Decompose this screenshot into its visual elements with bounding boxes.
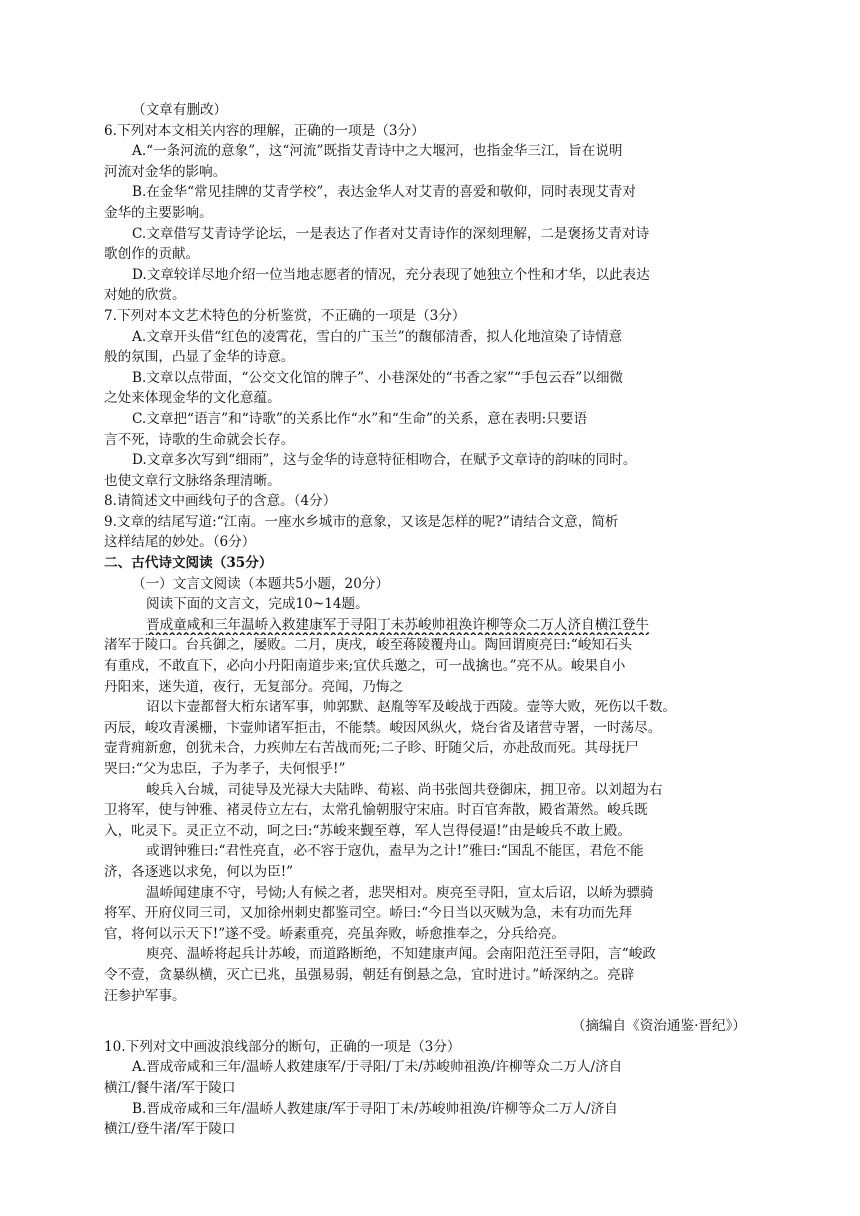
text-line: 这样结尾的妙处。（6分） bbox=[104, 534, 256, 551]
text-line: 7.下列对本文艺术特色的分析鉴赏，不正确的一项是（3分） bbox=[104, 307, 466, 324]
text-line: 9.文章的结尾写道:“江南。一座水乡城市的意象，又该是怎样的呢?”请结合文意，简析 bbox=[104, 513, 619, 530]
text-line: 哭曰:“父为忠臣，子为孝子，夫何恨乎!” bbox=[104, 761, 346, 777]
text-line: 横江/餐牛渚/军于陵口 bbox=[104, 1079, 236, 1096]
text-line: 峻兵入台城，司徒导及光禄大夫陆晔、荀崧、尚书张闿共登御床，拥卫帝。以刘超为右 bbox=[146, 781, 663, 798]
text-line: 济，各逐逃以求免，何以为臣!” bbox=[104, 863, 294, 880]
text-line: （摘编自《资治通鉴·晋纪》） bbox=[571, 1018, 746, 1035]
text-line: 二、古代诗文阅读（35分） bbox=[104, 555, 273, 572]
text-line: 金华的主要影响。 bbox=[104, 204, 213, 221]
text-line: 之处来体现金华的文化意蕴。 bbox=[104, 390, 281, 407]
text-line: A.“一条河流的意象”，这“河流”既指艾青诗中之大堰河，也指金华三江，旨在说明 bbox=[132, 143, 623, 160]
text-line: 入，叱灵下。灵正立不动，呵之曰:“苏峻来觐至尊，军人岂得侵逼!”由是峻兵不敢上殿。 bbox=[104, 822, 631, 839]
text-line: D.文章多次写到“细雨”，这与金华的诗意特征相吻合，在赋予文章诗的韵味的同时。 bbox=[132, 452, 637, 469]
text-line: 将军、开府仪同三司，又加徐州刺史都鉴司空。峤曰:“今日当以灭贼为急，未有功而先拜 bbox=[104, 905, 633, 922]
text-line: 诏以卞壸都督大桁东诸军事，帅郭默、赵胤等军及峻战于西陵。壸等大败，死伤以千数。 bbox=[146, 699, 677, 716]
text-line: 令不壹，贪暴纵横，灭亡已兆，虽强易弱，朝廷有倒悬之急，宜时进讨。”峤深纳之。亮辟 bbox=[104, 966, 635, 983]
text-line: 卫将军，使与钟雅、褚灵侍立左右，太常孔愉朝服守宋庙。时百官奔散，殿省萧然。峻兵既 bbox=[104, 802, 648, 819]
text-line: 阅读下面的文言文，完成10~14题。 bbox=[146, 596, 369, 613]
text-line: 有重戍，不敢直下，必向小丹阳南道步来;宜伏兵邀之，可一战擒也。”亮不从。峻果自小 bbox=[104, 658, 626, 675]
text-line: C.文章把“语言”和“诗歌”的关系比作“水”和“生命”的关系，意在表明:只要语 bbox=[132, 410, 588, 427]
text-line: 汪参护军事。 bbox=[104, 987, 186, 1004]
text-line: 丙辰，峻攻青溪栅，卞壸帅诸军拒击，不能禁。峻因风纵火，烧台省及诸营寺署，一时荡尽。 bbox=[104, 719, 662, 736]
text-line: 渚军于陵口。台兵御之，屡败。二月，庚戌，峻至蒋陵覆舟山。陶回谓庾亮曰:“峻知石头 bbox=[104, 637, 633, 654]
text-line: 丹阳来，迷失道，夜行，无复部分。亮闻，乃悔之 bbox=[104, 678, 404, 695]
text-line: （文章有删改） bbox=[132, 102, 228, 118]
text-line: D.文章较详尽地介绍一位当地志愿者的情况，充分表现了她独立个性和才华，以此表达 bbox=[132, 266, 650, 283]
text-line: A.晋成帝咸和三年/温峤人救建康军/于寻阳/丁未/苏峻帅祖涣/许柳等众二万人/济自 bbox=[132, 1059, 623, 1076]
text-line: 8.请简述文中画线句子的含意。（4分） bbox=[104, 493, 337, 510]
text-line: 10.下列对文中画波浪线部分的断句，正确的一项是（3分） bbox=[104, 1038, 461, 1055]
exam-page bbox=[104, 100, 754, 1140]
text-line: A.文章开头借“红色的凌霄花，雪白的广玉兰”的馥郁清香，拟人化地渲染了诗情意 bbox=[132, 328, 623, 345]
text-line: B.在金华“常见挂牌的艾青学校”，表达金华人对艾青的喜爱和敬仰，同时表现艾青对 bbox=[132, 184, 636, 201]
text-line: 壸背痈新愈，创犹未合，力疾帅左右苦战而死;二子眕、盱随父后，亦赴敌而死。其母抚尸 bbox=[104, 740, 639, 757]
text-line: 横江/登牛渚/军于陵口 bbox=[104, 1121, 236, 1138]
text-line: 般的氛围，凸显了金华的诗意。 bbox=[104, 349, 295, 366]
text-line: B.文章以点带面，“公交文化馆的牌子”、小巷深处的“书香之家”“手包云吞”以细微 bbox=[132, 369, 624, 386]
text-line: 或谓钟雅曰:“君性亮直，必不容于寇仇，盍早为之计!”雅曰:“国乱不能匡，君危不能 bbox=[146, 843, 644, 860]
text-line: 庾亮、温峤将起兵计苏峻，而道路断绝，不知建康声闻。会南阳范汪至寻阳，言“峻政 bbox=[146, 946, 656, 963]
text-line: 晋成童咸和三年温峤入救建康军于寻阳丁未苏峻帅祖涣许柳等众二万人济自横江登牛 bbox=[146, 616, 649, 633]
text-line: 6.下列对本文相关内容的理解，正确的一项是（3分） bbox=[104, 122, 425, 139]
text-line: 对她的欣赏。 bbox=[104, 287, 186, 304]
text-line: 官，将何以示天下!”遂不受。峤素重亮，亮虽奔败，峤愈推奉之，分兵给亮。 bbox=[104, 925, 566, 942]
spacer bbox=[104, 1006, 754, 1016]
text-line: 言不死，诗歌的生命就会长存。 bbox=[104, 431, 295, 448]
text-line: 温峤闻建康不守，号恸;人有候之者，悲哭相对。庾亮至寻阳，宣太后诏，以峤为骠骑 bbox=[146, 884, 654, 901]
text-line: 也使文章行文脉络条理清晰。 bbox=[104, 472, 281, 489]
text-line: B.晋成帝咸和三年/温峤人教建康/军于寻阳丁未/苏峻帅祖涣/许柳等众二万人/济自 bbox=[132, 1100, 618, 1117]
text-line: C.文章借写艾青诗学论坛，一是表达了作者对艾青诗作的深刻理解，二是褒扬艾青对诗 bbox=[132, 225, 650, 242]
text-line: 河流对金华的影响。 bbox=[104, 163, 227, 180]
text-line: 歌创作的贡献。 bbox=[104, 246, 200, 263]
text-line: （一）文言文阅读（本题共5小题，20分） bbox=[132, 575, 390, 592]
